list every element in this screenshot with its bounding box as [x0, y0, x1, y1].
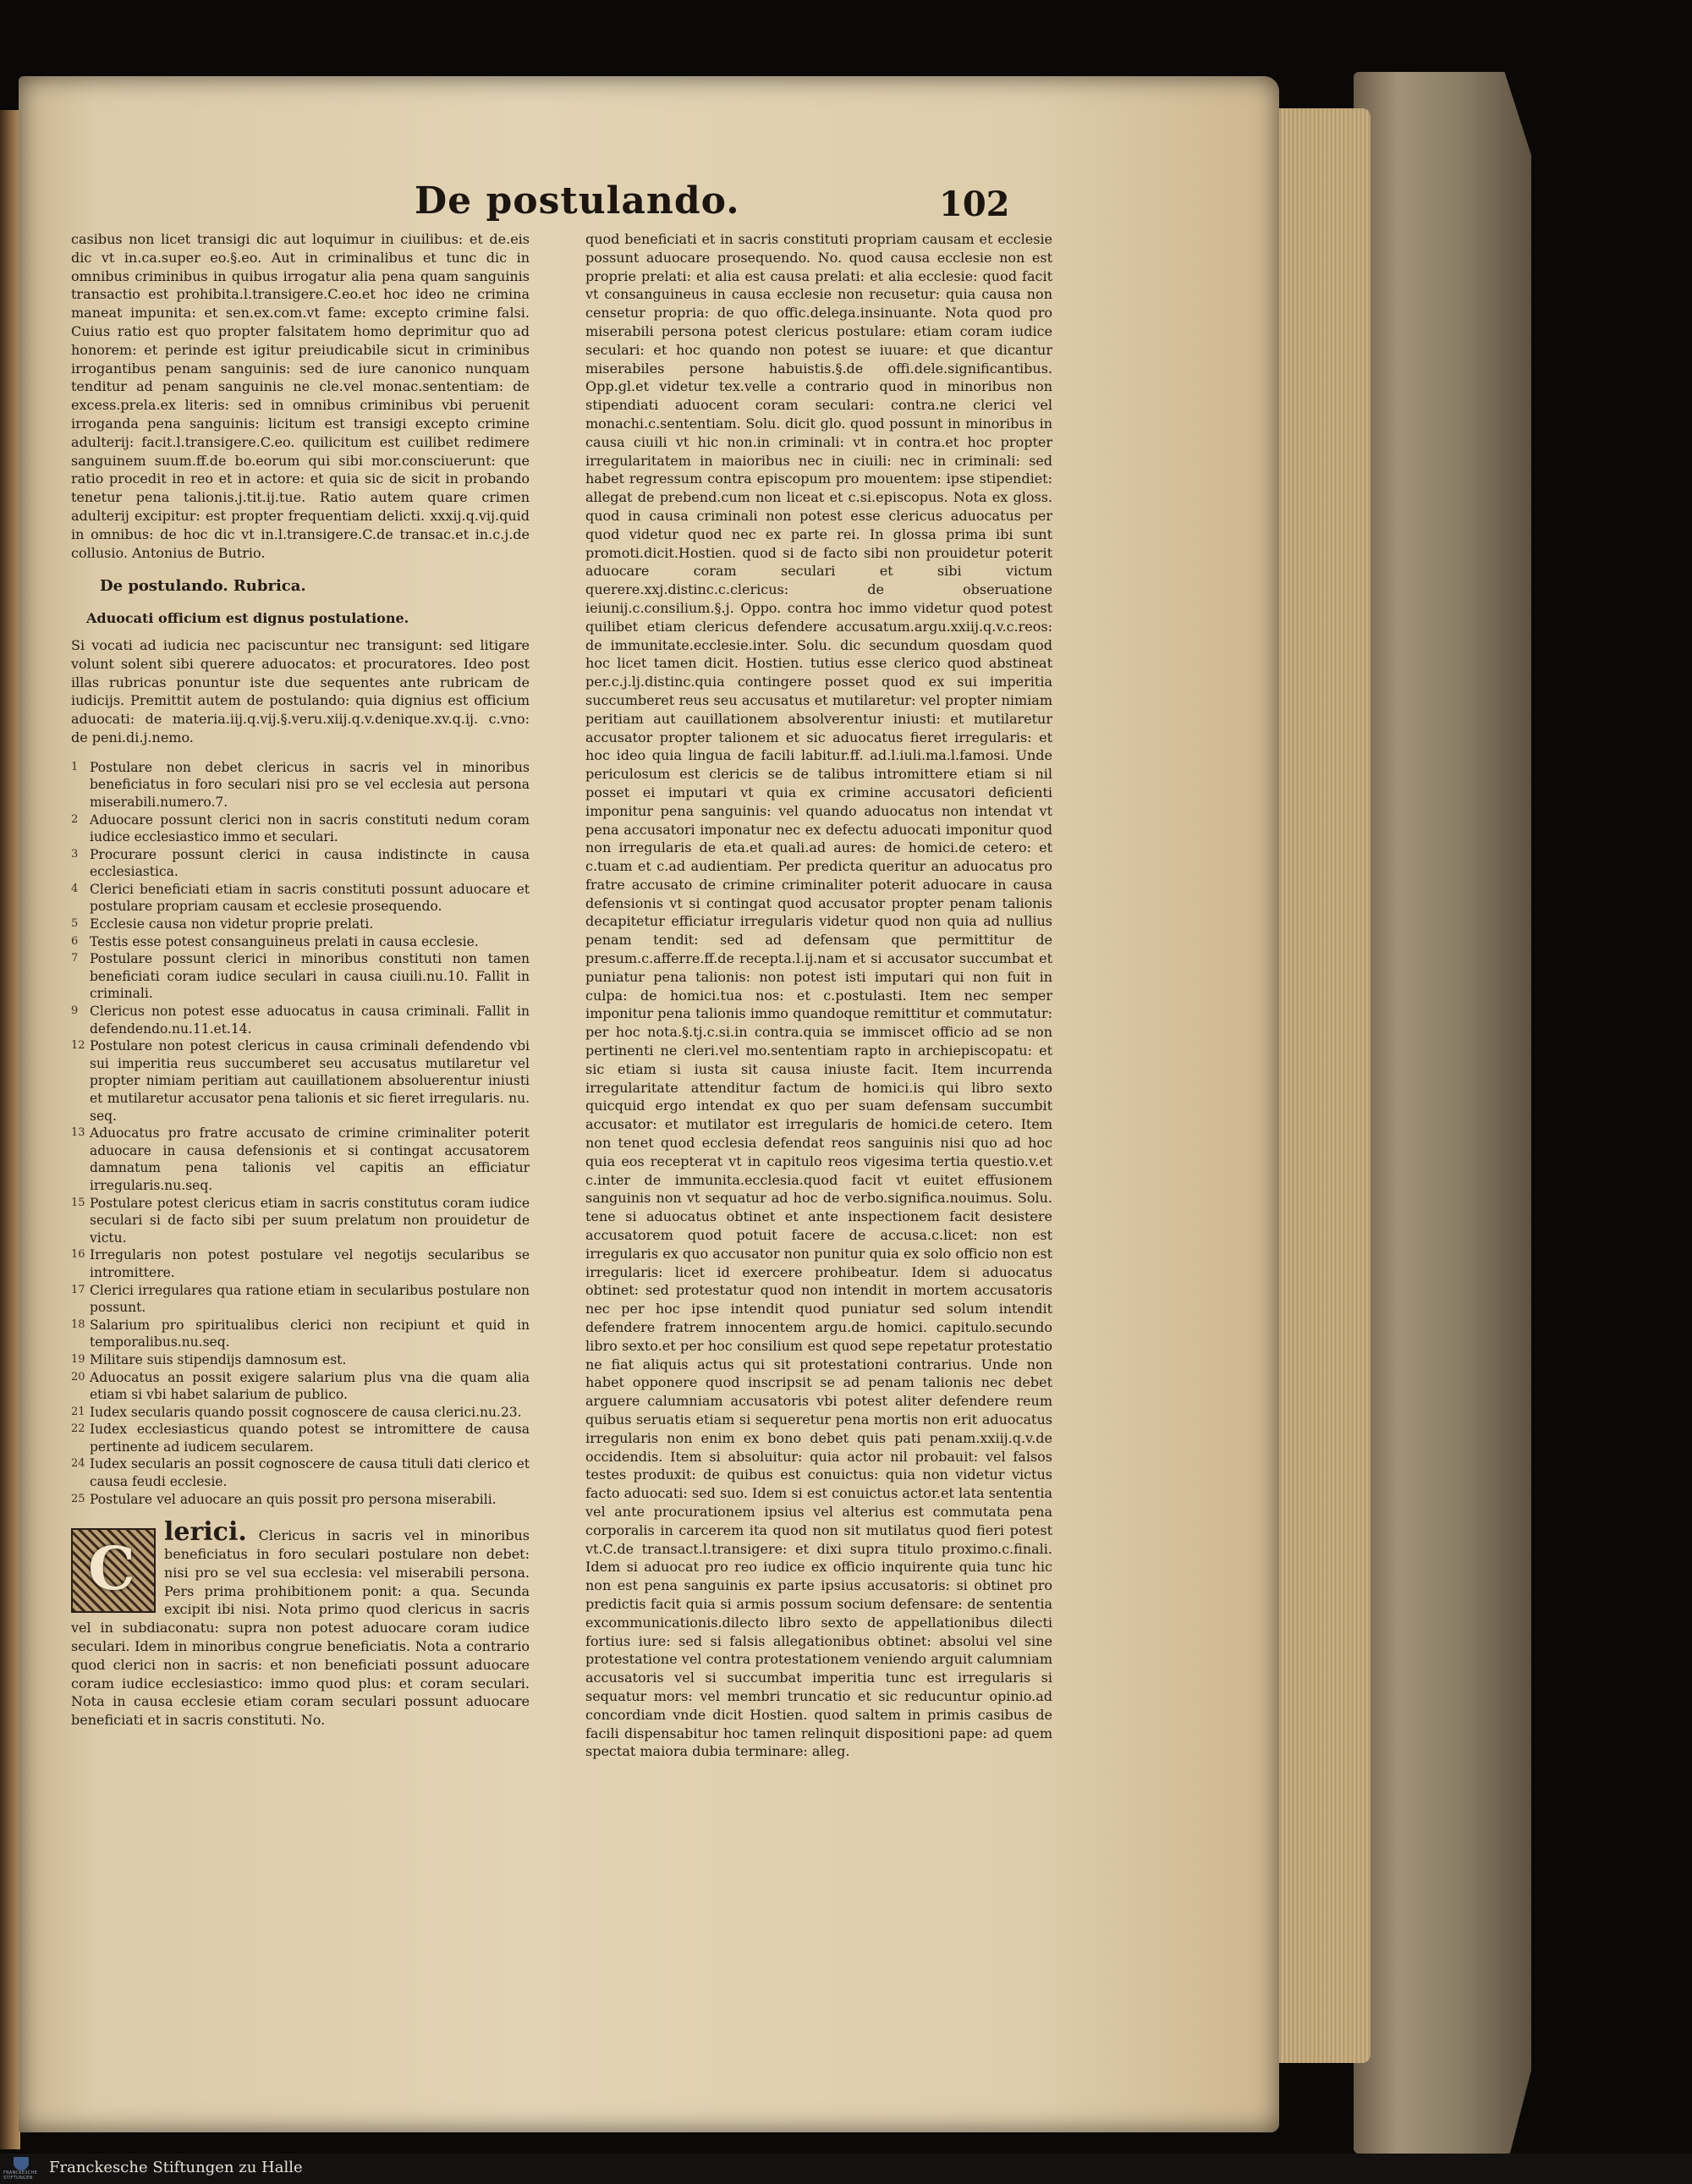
summary-text: Procurare possunt clerici in causa indistincte in causa ecclesiastica.: [90, 846, 530, 880]
left-page-edge: [0, 110, 20, 2149]
summary-number: 20: [71, 1370, 85, 1384]
summary-text: Postulare potest clericus etiam in sacris constitutus coram iudice seculari si de facto sibi per suum prelatum non prouidetur de victu.: [90, 1195, 530, 1246]
summary-text: Salarium pro spiritualibus clerici non recipiunt et quid in temporalibus.nu.seq.: [90, 1317, 530, 1351]
summary-text: Iudex secularis quando possit cognoscere de causa clerici.nu.23.: [90, 1404, 522, 1420]
book-cover-board: [1354, 72, 1531, 2154]
summary-item: [71, 1003, 530, 1037]
shield-icon: [14, 2157, 29, 2170]
summary-item: [71, 1282, 530, 1317]
rubric-heading: De postulando. Rubrica.: [100, 577, 306, 596]
summary-item: [71, 1246, 530, 1281]
summary-text: Clerici irregulares qua ratione etiam in secularibus postulare non possunt.: [90, 1282, 530, 1316]
institution-logo: [3, 2157, 39, 2181]
summary-item: [71, 933, 530, 951]
summary-number: 22: [71, 1422, 85, 1436]
running-title: De postulando.: [415, 179, 740, 223]
summary-number: 4: [71, 882, 79, 895]
right-column: [585, 230, 1052, 1761]
summary-number: 6: [71, 934, 79, 948]
summary-number: 1: [71, 760, 79, 773]
summary-text: Clerici beneficiati etiam in sacris constituti possunt aduocare et postulare propriam causam et ecclesie prosequendo.: [90, 881, 530, 915]
summary-item: [71, 1125, 530, 1194]
initial-word-rest: lerici.: [164, 1517, 247, 1548]
summary-number: 17: [71, 1283, 85, 1296]
summary-number: 19: [71, 1352, 85, 1366]
footer-bar: [0, 2154, 1692, 2184]
decorated-initial: [71, 1528, 156, 1613]
preamble-text: Si vocati ad iudicia nec paciscuntur nec transigunt: sed litigare volunt solent sibi querere aduocatos: et procuratores. Ideo post illas rubricas ponuntur iste due sequentes ante rubricam de iudicijs. Premittit autem de postulando: quia dignius est officium aduocati: de materia.iij.q.vij.§.veru.xiij.q.v.denique.xv.q.ij. c.vno: de peni.di.j.nemo.: [71, 636, 530, 745]
summary-number: 18: [71, 1318, 85, 1331]
summary-number: 15: [71, 1196, 85, 1209]
summary-number: 5: [71, 917, 79, 931]
summary-text: Aduocatus pro fratre accusato de crimine criminaliter poterit aduocare in causa defensionis et si contingat accusatorem damnatum pena talionis vel capitis an efficiatur irregularis.nu.seq.: [90, 1125, 530, 1193]
summary-text: Testis esse potest consanguineus prelati in causa ecclesie.: [90, 933, 479, 949]
summary-title: Aduocati officium est dignus postulatione.: [86, 610, 409, 627]
folio-number: 102: [939, 184, 1010, 224]
summary-number: 2: [71, 812, 79, 826]
summary-text: Irregularis non potest postulare vel negotijs secularibus se intromittere.: [90, 1247, 530, 1280]
summary-item: [71, 846, 530, 881]
summary-item: [71, 1421, 530, 1455]
summary-text: Iudex ecclesiasticus quando potest se intromittere de causa pertinente ad iudicem secularem.: [90, 1422, 530, 1455]
summary-item: [71, 1317, 530, 1351]
summary-item: [71, 759, 530, 811]
summary-item: [71, 950, 530, 1003]
summary-item: [71, 916, 530, 933]
summary-item: [71, 1351, 530, 1369]
summary-number: 16: [71, 1248, 85, 1262]
summary-item: [71, 1195, 530, 1247]
summary-item: [71, 1404, 530, 1422]
summary-text: Militare suis stipendijs damnosum est.: [90, 1351, 347, 1367]
summary-text: Postulare vel aduocare an quis possit pro persona miserabili.: [90, 1491, 497, 1507]
summary-number: 24: [71, 1457, 85, 1471]
summary-item: [71, 1491, 530, 1509]
summary-item: [71, 1037, 530, 1125]
page-fore-edge: [1269, 108, 1371, 2063]
summary-number: 12: [71, 1039, 85, 1053]
logo-caption: FRANCKESCHE STIFTUNGEN: [3, 2170, 38, 2181]
opening-paragraph: [71, 1517, 530, 1730]
summary-list: [71, 759, 530, 1509]
left-top-text: casibus non licet transigi dic aut loquimur in ciuilibus: et de.eis dic vt in.ca.super eo.§.eo. Aut in criminalibus et tunc dic in omnibus criminibus in quibus irrogatur alia pena quam sanguinis transactio est prohibita.l.transigere.C.eo.et hoc ideo ne crimina maneat impunita: et sen.ex.com.vt fame: excepto crimine falsi. Cuius ratio est quo propter falsitatem homo deprimitur quo ad honorem: et perinde est igitur preiudicabile sicut in criminibus irrogantibus penam sanguinis: sed de iure canonico nunquam tenditur ad penam sanguinis ne cle.vel monac.sententiam: de excess.prela.ex literis: sed in omnibus criminibus vbi peruenit irroganda pena sanguinis: licitum est transigi excepto crimine adulterij: facit.l.transigere.C.eo. quilicitum est cuilibet redimere sanguinem suum.ff.de bo.eorum qui sibi mor.consciuerunt: que ratio procedit in reo et in actore: et quia sic de sicit in probando tenetur pena talionis.j.tit.ij.tue. Ratio autem quare crimen adulterij excipitur: est propter frequentiam delicti. xxxij.q.vij.quid in omnibus: de hoc dic vt in.l.transigere.C.de transac.et in.c.j.de collusio. Antonius de Butrio.: [71, 231, 530, 561]
initial-letter: C: [88, 1533, 135, 1604]
summary-item: [71, 811, 530, 846]
summary-text: Aduocatus an possit exigere salarium plus vna die quam alia etiam si vbi habet salarium de publico.: [90, 1369, 530, 1403]
summary-text: Iudex secularis an possit cognoscere de causa tituli dati clerico et causa feudi ecclesie.: [90, 1456, 530, 1490]
summary-number: 9: [71, 1004, 79, 1018]
summary-number: 21: [71, 1405, 85, 1418]
right-column-text: quod beneficiati et in sacris constituti propriam causam et ecclesie possunt aduocare prosequendo. No. quod causa ecclesie non est proprie prelati: et alia est causa prelati: et alia ecclesie: quod facit vt consanguineus in causa ecclesie non recusetur: quia causa non censetur propria: de quo offic.delega.insinuante. Nota quod pro miserabili persona potest clericus postulare: etiam coram iudice seculari: et hoc quando non potest se iuuare: et que dicantur miserabiles persone habuistis.§.de offi.dele.significantibus. Opp.gl.et videtur tex.velle a contrario quod in minoribus non stipendiati aduocent coram seculari: contra.ne clerici vel monachi.c.sententiam. Solu. dicit glo. quod possunt in minoribus in causa ciuili vt hic non.in criminali: vt in contra.et hoc propter irregularitatem in maioribus nec in ciuili: nec in criminali: sed habet regressum contra episcopum pro mouentem: ipse stipendiet: allegat de prebend.cum non liceat et c.si.episcopus. Nota ex gloss. quod in causa criminali non potest esse clericus aduocatus per quod videtur quod nec ex parte rei. In glossa prima ibi sunt promoti.dicit.Hostien. quod si de facto sibi non prouidetur poterit aduocare coram seculari et sibi victum querere.xxj.distinc.c.clericus: de obseruatione ieiunij.c.consilium.§.j. Oppo. contra hoc immo videtur quod potest quilibet etiam clericus defendere accusatum.argu.xxiij.q.v.c.reos: de immunitate.ecclesie.inter. Solu. dic secundum quosdam quod hoc licet tamen dicit. Hostien. tutius esse clerico quod abstineat per.c.j.lj.distinc.quia contingere posset quod ex sui imperitia succumberet reus seu accusatus et mutilaretur: vel propter nimiam peritiam aut cauillationem absolverentur iniusti: et mutilaretur accusator propter talionem et sic aduocatus fieret irregularis: et hoc ideo quia lingua de facili labitur.ff. ad.l.iuli.ma.l.famosi. Unde periculosum est clericis se de talibus intromittere etiam si nil posset ei imputari vt quia ex crimine accusatori deficienti imponitur pena sanguinis: vel quando aduocatus non intendat vt pena accusatori imponatur nec ex defectu aduocati imponitur quod non irregularis de eta.et quali.ad aures: de homici.de cetero: et c.tuam et c.ad audientiam. Per predicta queritur an aduocatus pro fratre accusato de crimine criminaliter poterit aduocare in causa defensionis vt si contingat quod accusator propter penam talionis decapitetur efficiatur irregularis videtur quod non quia ad nullius penam tendit: sed ad defensam que permittitur de presum.c.afferre.ff.de recepta.l.ij.nam et si accusator succumbat et puniatur pena talionis: non potest isti imputari qui non fuit in culpa: de homici.tua nos: et c.postulasti. Item nec semper imponitur pena talionis immo quandoque remittitur et commutatur: per hoc nota.§.tj.c.si.in contra.quia se immiscet officio ad se non pertinenti ne cleri.vel mo.sententiam rapto in archiepiscopatu: et sic etiam si iusta sit causa iniuste facit. Item incurrenda irregularitate attenditur factum de homici.is qui libro sexto quicquid ergo intendat ex quo per suam defensam succumbit accusator: et mutilator est irregularis de homici.de cetero. Item non tenet quod ecclesia defendat reos sanguinis nisi quo ad hoc quia eos recepterat vt in capitulo reos vigesima tertia questio.v.et c.inter de immunita.ecclesia.quod facit vt euitet effusionem sanguinis non vt sequatur ad hoc de verbo.significa.nouimus. Solu. tene si aduocatus obtinet et ante inspectionem facit desistere accusatorem quod potuit facere de accusa.c.licet: non est irregularis ex quo accusator non punitur quia ex solo officio non est irregularis: licet id exercere prohibeatur. Idem si aduocatus obtinet: sed protestatur quod non intendit in mortem accusatoris nec per hoc ipse intendit quod puniatur sed solum intendit defendere fratrem innocentem argu.de homici. capitulo.secundo libro sexto.et per hoc consilium est quod sepe repetatur protestatio ne fiat aliquis actus qui sit protestationi contrarius. Unde non habet opponere quod inscripsit se ad penam talionis nec debet arguere calumniam accusatoris vbi potest aliter defendere reum quibus seruatis etiam si sequeretur pena mortis non erit aduocatus irregularis non enim ex bono debet quis pati penam.xxiij.q.v.de occidendis. Item si absoluitur: quia actor nil probauit: vel falsos testes produxit: de quibus est conuictus: quia non videtur victus facto aduocati: sed suo. Idem si est conuictus actor.et lata sententia vel ante procurationem ipsius vel alterius est commutata pena corporalis in carcerem ita quod non sit mutilatus quod fieri potest vt.C.de transact.l.transigere: et dixi supra titulo proximo.c.finali. Idem si aduocat pro reo iudice ex officio inquirente quia tunc hic non est pena sanguinis ex parte ipsius accusatoris: si obtinet pro predictis facit quia si armis possum socium defensare: de sententia excommunicationis.dilecto libro sexto de appellationibus dilecti fortius iure: sed si falsis allegationibus obtinet: absolui vel sine protestatione vel contra protestationem veniendo arguit calumniam accusatoris vel si succumbat imperitia tunc est irregularis si sequatur mors: vel membri truncatio et sic reducuntur opinio.ad concordiam vnde dicit Hostien. quod saltem in primis casibus de facili dispensabitur hoc tamen relinquit dispositioni pape: ad quem spectat maiora dubia terminare: alleg.: [585, 231, 1052, 1760]
summary-number: 13: [71, 1126, 85, 1140]
summary-text: Postulare possunt clerici in minoribus constituti non tamen beneficiati coram iudice seculari in causa ciuili.nu.10. Fallit in criminali.: [90, 951, 530, 1002]
summary-item: [71, 1369, 530, 1404]
summary-text: Postulare non debet clericus in sacris vel in minoribus beneficiatus in foro seculari nisi pro se vel ecclesia aut persona miserabili.numero.7.: [90, 759, 530, 810]
opening-text: Clericus in sacris vel in minoribus beneficiatus in foro seculari postulare non debet: nisi pro se vel sua ecclesia: vel miserabili persona. Pers prima prohibitionem ponit: a qua. Secunda excipit ibi nisi. Nota primo quod clericus in sacris vel in subdiaconatu: supra non potest aduocare coram iudice seculari. Idem in minoribus congrue beneficiatis. Nota a contrario quod clerici non in sacris: et non beneficiati possunt aduocare coram iudice ecclesiastico: immo quod plus: et coram seculari. Nota in causa ecclesie etiam coram seculari possunt aduocare beneficiati et in sacris constituti. No.: [71, 1527, 530, 1729]
summary-text: Clericus non potest esse aduocatus in causa criminali. Fallit in defendendo.nu.11.et.14.: [90, 1004, 530, 1037]
summary-item: [71, 881, 530, 916]
summary-item: [71, 1455, 530, 1490]
summary-number: 3: [71, 847, 79, 861]
footer-label: Franckesche Stiftungen zu Halle: [49, 2159, 303, 2176]
summary-text: Postulare non potest clericus in causa criminali defendendo vbi sui imperitia reus succumberet seu accusatus mutilaretur vel propter nimiam peritiam aut cauillationem absoluerentur iniusti et mutilaretur accusator pena talionis et sic fieret irregularis. nu. seq.: [90, 1038, 530, 1124]
summary-text: Ecclesie causa non videtur proprie prelati.: [90, 916, 374, 932]
summary-number: 25: [71, 1492, 85, 1505]
summary-text: Aduocare possunt clerici non in sacris constituti nedum coram iudice ecclesiastico immo et seculari.: [90, 811, 530, 845]
summary-number: 7: [71, 952, 79, 965]
left-column: [71, 230, 530, 1730]
